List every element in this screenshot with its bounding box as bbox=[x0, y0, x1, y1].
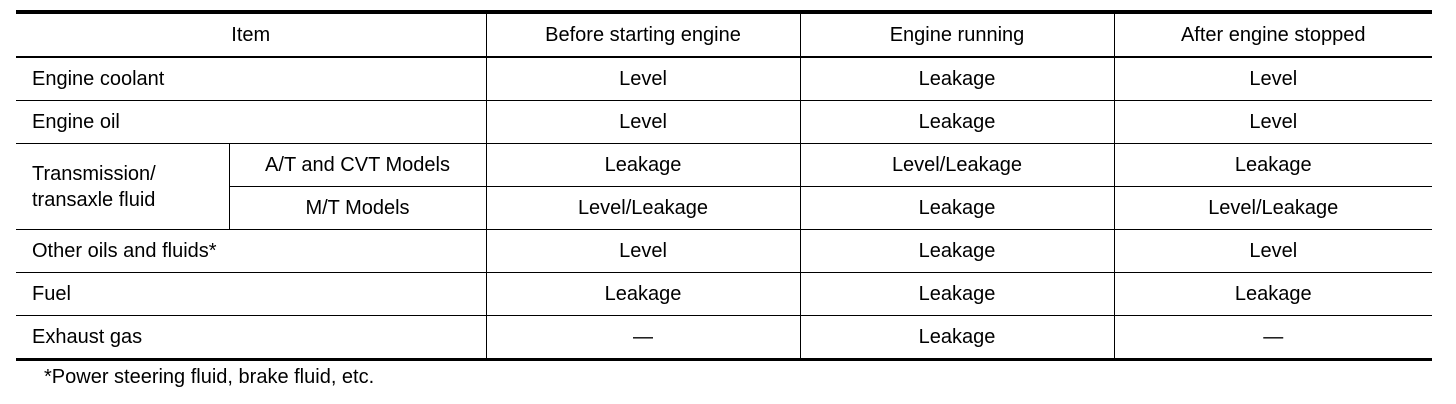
footnote: *Power steering fluid, brake fluid, etc. bbox=[44, 366, 375, 388]
sub-item-cell: M/T Models bbox=[229, 187, 486, 230]
table-row bbox=[16, 230, 1432, 273]
after-cell: Level bbox=[1114, 230, 1432, 273]
after-cell: Leakage bbox=[1114, 273, 1432, 316]
after-cell: Level/Leakage bbox=[1114, 187, 1432, 230]
before-cell: Level bbox=[486, 101, 800, 144]
running-cell: Leakage bbox=[800, 57, 1114, 101]
table-row bbox=[16, 101, 1432, 144]
sub-item-cell: A/T and CVT Models bbox=[229, 144, 486, 187]
before-cell: Leakage bbox=[486, 273, 800, 316]
header-row bbox=[16, 12, 1432, 57]
after-cell: Level bbox=[1114, 57, 1432, 101]
running-cell: Leakage bbox=[800, 273, 1114, 316]
running-cell: Leakage bbox=[800, 316, 1114, 360]
before-cell: Leakage bbox=[486, 144, 800, 187]
running-cell: Leakage bbox=[800, 187, 1114, 230]
header-after-stopped: After engine stopped bbox=[1114, 12, 1432, 57]
table-row bbox=[16, 57, 1432, 101]
after-cell: Level bbox=[1114, 101, 1432, 144]
inspection-table bbox=[16, 10, 1432, 361]
before-cell: Level bbox=[486, 230, 800, 273]
before-cell: Level/Leakage bbox=[486, 187, 800, 230]
table-row bbox=[16, 144, 1432, 187]
item-cell: Engine oil bbox=[16, 101, 486, 144]
item-cell: Engine coolant bbox=[16, 57, 486, 101]
table-row bbox=[16, 273, 1432, 316]
item-cell: Fuel bbox=[16, 273, 486, 316]
group-item-cell bbox=[16, 144, 229, 230]
item-cell: Exhaust gas bbox=[16, 316, 486, 360]
header-engine-running: Engine running bbox=[800, 12, 1114, 57]
table-row bbox=[16, 316, 1432, 360]
before-cell: — bbox=[486, 316, 800, 360]
running-cell: Leakage bbox=[800, 101, 1114, 144]
after-cell: — bbox=[1114, 316, 1432, 360]
header-before-starting: Before starting engine bbox=[486, 12, 800, 57]
running-cell: Leakage bbox=[800, 230, 1114, 273]
group-item-text: Transmission/ transaxle fluid bbox=[32, 162, 156, 211]
before-cell: Level bbox=[486, 57, 800, 101]
after-cell: Leakage bbox=[1114, 144, 1432, 187]
header-item: Item bbox=[16, 12, 486, 57]
running-cell: Level/Leakage bbox=[800, 144, 1114, 187]
item-cell: Other oils and fluids* bbox=[16, 230, 486, 273]
table-row bbox=[16, 187, 1432, 230]
